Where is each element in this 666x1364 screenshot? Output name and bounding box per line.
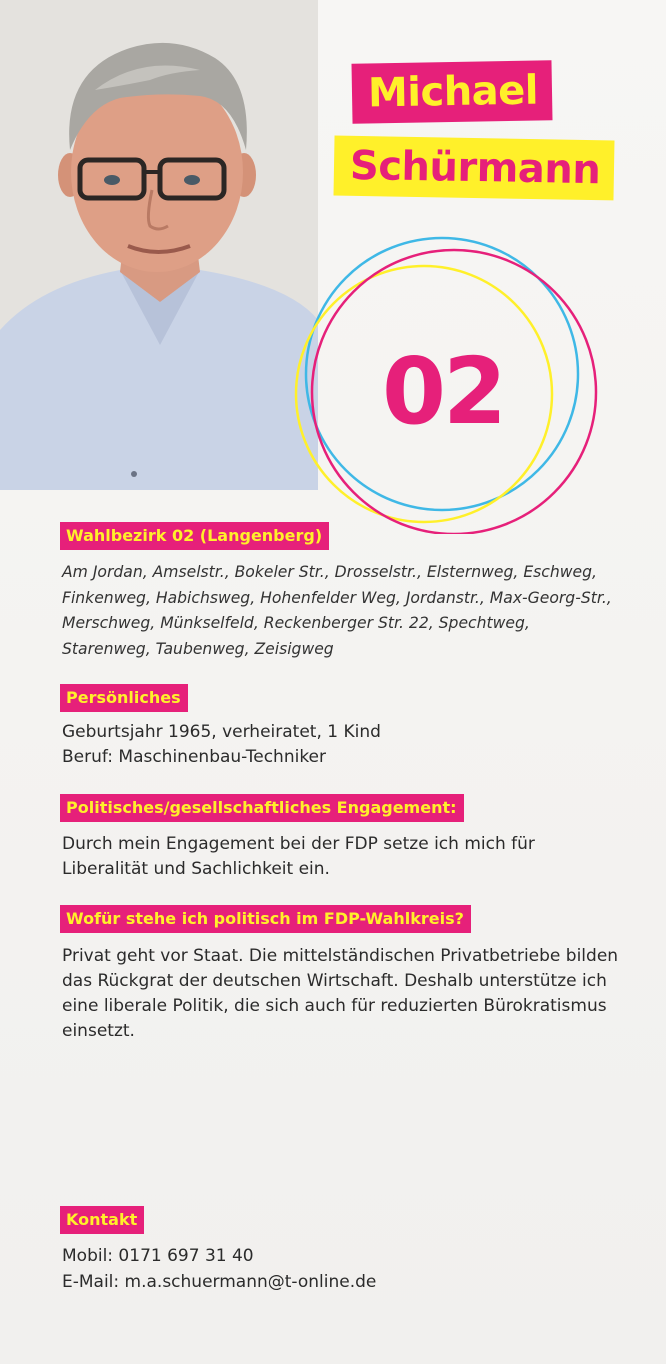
heading-wofuer: Wofür stehe ich politisch im FDP-Wahlkreis? <box>60 905 471 933</box>
engagement-text: Durch mein Engagement bei der FDP setze ich mich für Liberalität und Sachlichkeit ein. <box>62 834 535 879</box>
list-number: 02 <box>382 338 505 445</box>
persoenliches-line-1: Geburtsjahr 1965, verheiratet, 1 Kind <box>62 722 381 742</box>
heading-engagement: Politisches/gesellschaftliches Engagement: <box>60 794 464 822</box>
candidate-first-name: Michael <box>351 60 552 123</box>
kontakt-email: E-Mail: m.a.schuermann@t-online.de <box>62 1272 377 1292</box>
wofuer-text: Privat geht vor Staat. Die mittelständischen Privatbetriebe bilden das Rückgrat der deutschen Wirtschaft. Deshalb unterstütze ich eine liberale Politik, die sich auch für reduzierten Bürokratismus einsetzt. <box>62 946 619 1041</box>
heading-kontakt: Kontakt <box>60 1206 144 1234</box>
candidate-last-name: Schürmann <box>333 136 614 201</box>
wahlbezirk-streets: Am Jordan, Amselstr., Bokeler Str., Drosselstr., Elsternweg, Eschweg, Finkenweg, Habichsweg, Hohenfelder Weg, Jordanstr., Max-Georg-Str., Merschweg, Münkselfeld, Reckenberger Str. 22, Spechtweg, Starenweg, Taubenweg, Zeisigweg <box>62 563 612 658</box>
persoenliches-line-2: Beruf: Maschinenbau-Techniker <box>62 747 327 767</box>
heading-persoenliches: Persönliches <box>60 684 188 712</box>
heading-wahlbezirk: Wahlbezirk 02 (Langenberg) <box>60 522 329 550</box>
kontakt-mobil: Mobil: 0171 697 31 40 <box>62 1246 254 1266</box>
